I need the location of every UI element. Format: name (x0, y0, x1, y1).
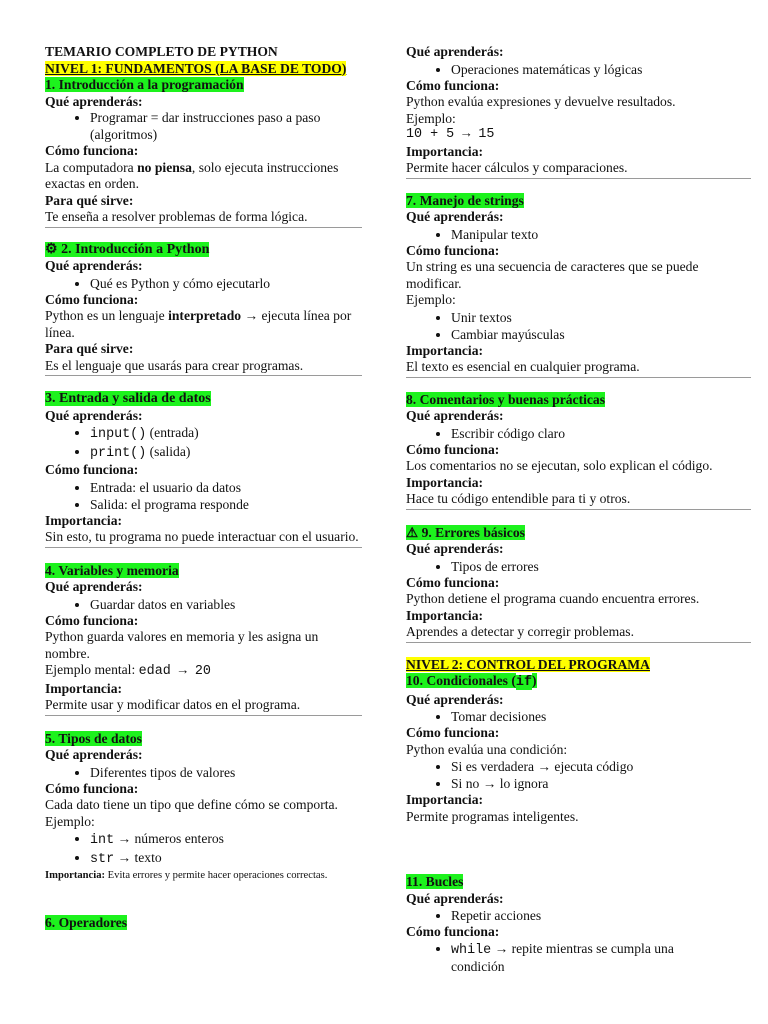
s1-learn-list (45, 110, 362, 143)
list-item: • input() (entrada) (90, 424, 362, 443)
s2-learn-list (45, 275, 362, 292)
s4-how-text: Python guarda valores en memoria y les asigna un nombre. (45, 629, 319, 661)
s3-imp-text: Sin esto, tu programa no puede interactuar con el usuario. (45, 529, 362, 548)
s6-imp-label: Importancia: (406, 143, 484, 159)
s2-how-text: Python es un lenguaje interpretado → ejecuta línea por línea. (45, 308, 352, 340)
s10-learn-list (406, 708, 751, 725)
list-item: • Tipos de errores (451, 558, 751, 575)
nivel1-heading: NIVEL 1: FUNDAMENTOS (LA BASE DE TODO) (45, 60, 347, 76)
section-4-title: 4. Variables y memoria (45, 562, 179, 578)
s9-imp-text: Aprendes a detectar y corregir problemas. (406, 624, 751, 643)
list-item: • Entrada: el usuario da datos (90, 479, 362, 496)
right-column (406, 44, 751, 976)
s11-how-label: Cómo funciona: (406, 924, 500, 939)
s11-how-list (406, 941, 751, 976)
section-2-title: ⚙ 2. Introducción a Python (45, 241, 210, 257)
s4-imp-text: Permite usar y modificar datos en el programa. (45, 697, 362, 716)
s9-imp-label: Importancia: (406, 607, 484, 623)
s6-example-code: 10 + 5 → 15 (406, 127, 495, 142)
section-9-title: ⚠ 9. Errores básicos (406, 524, 525, 540)
list-item: • Si es verdadera → ejecuta código (451, 758, 751, 775)
s2-learn-label: Qué aprenderás: (45, 258, 143, 273)
left-column (45, 44, 362, 932)
section-7-title: 7. Manejo de strings (406, 192, 524, 208)
list-item: • Unir textos (451, 309, 751, 326)
s7-how-text: Un string es una secuencia de caracteres que se puede modificar. (406, 259, 699, 291)
list-item: • Programar = dar instrucciones paso a paso (algoritmos) (90, 110, 362, 143)
s1-use-label: Para qué sirve: (45, 192, 134, 208)
s7-imp-text: El texto es esencial en cualquier programa. (406, 359, 751, 378)
s5-learn-label: Qué aprenderás: (45, 747, 143, 762)
s5-importance: Importancia: Evita errores y permite hacer operaciones correctas. (45, 870, 328, 881)
list-item: • Operaciones matemáticas y lógicas (451, 61, 751, 78)
s7-how-label: Cómo funciona: (406, 242, 500, 258)
s4-example: Ejemplo mental: edad → 20 (45, 662, 211, 679)
s8-imp-text: Hace tu código entendible para ti y otros. (406, 491, 751, 510)
list-item: • Qué es Python y cómo ejecutarlo (90, 275, 362, 292)
s5-example-list (45, 830, 362, 868)
s3-learn-label: Qué aprenderás: (45, 407, 143, 423)
gear-icon: ⚙ (45, 241, 58, 257)
section-3-title: 3. Entrada y salida de datos (45, 391, 211, 406)
s11-learn-label: Qué aprenderás: (406, 890, 504, 906)
s7-learn-label: Qué aprenderás: (406, 209, 504, 224)
s8-how-label: Cómo funciona: (406, 441, 500, 457)
list-item: • while → repite mientras se cumpla una condición (451, 941, 751, 976)
list-item: • Tomar decisiones (451, 708, 751, 725)
s6-learn-label: Qué aprenderás: (406, 44, 504, 59)
s4-how-label: Cómo funciona: (45, 612, 139, 628)
list-item: • str → texto (90, 849, 362, 868)
s10-how-text: Python evalúa una condición: (406, 741, 568, 757)
s6-imp-text: Permite hacer cálculos y comparaciones. (406, 160, 751, 179)
list-item: • Manipular texto (451, 226, 751, 243)
s7-learn-list (406, 226, 751, 243)
list-item: • Cambiar mayúsculas (451, 326, 751, 343)
s10-how-label: Cómo funciona: (406, 725, 500, 740)
list-item: • Si no → lo ignora (451, 775, 751, 792)
list-item: • print() (salida) (90, 443, 362, 462)
section-1-title: 1. Introducción a la programación (45, 77, 244, 92)
s7-example-label: Ejemplo: (406, 292, 456, 307)
s6-example-label: Ejemplo: (406, 110, 456, 126)
s5-example-label: Ejemplo: (45, 813, 95, 829)
doc-title: TEMARIO COMPLETO DE PYTHON (45, 44, 278, 59)
section-8-title: 8. Comentarios y buenas prácticas (406, 391, 605, 407)
s3-how-label: Cómo funciona: (45, 462, 139, 477)
s5-learn-list (45, 764, 362, 781)
s10-how-list (406, 758, 751, 792)
section-6-title: 6. Operadores (45, 915, 128, 930)
s5-how-text: Cada dato tiene un tipo que define cómo se comporta. (45, 797, 338, 812)
warning-icon: ⚠ (406, 524, 419, 540)
s8-learn-list (406, 425, 751, 442)
s6-learn-list (406, 61, 751, 78)
s1-use-text: Te enseña a resolver problemas de forma lógica. (45, 209, 362, 228)
list-item: • Repetir acciones (451, 907, 751, 924)
s10-imp-label: Importancia: (406, 792, 484, 807)
s1-how-text: La computadora no piensa, solo ejecuta instrucciones exactas en orden. (45, 159, 339, 191)
list-item: • int → números enteros (90, 830, 362, 849)
s2-use-text: Es el lenguaje que usarás para crear programas. (45, 358, 362, 377)
s3-imp-label: Importancia: (45, 512, 123, 528)
section-10-title: 10. Condicionales (if) (406, 673, 537, 690)
s7-example-list (406, 309, 751, 343)
s10-imp-text: Permite programas inteligentes. (406, 808, 579, 824)
s9-how-label: Cómo funciona: (406, 574, 500, 590)
s5-how-label: Cómo funciona: (45, 780, 139, 796)
list-item: • Diferentes tipos de valores (90, 764, 362, 781)
s2-how-label: Cómo funciona: (45, 291, 139, 307)
s6-how-text: Python evalúa expresiones y devuelve resultados. (406, 94, 676, 109)
list-item: • Guardar datos en variables (90, 596, 362, 613)
s11-learn-list (406, 907, 751, 924)
s2-use-label: Para qué sirve: (45, 341, 134, 356)
s4-imp-label: Importancia: (45, 680, 123, 696)
s4-learn-list (45, 596, 362, 613)
s6-how-label: Cómo funciona: (406, 77, 500, 93)
s8-learn-label: Qué aprenderás: (406, 408, 504, 423)
s8-imp-label: Importancia: (406, 474, 484, 490)
s1-learn-label: Qué aprenderás: (45, 93, 143, 109)
s7-imp-label: Importancia: (406, 342, 484, 358)
s8-how-text: Los comentarios no se ejecutan, solo explican el código. (406, 458, 713, 473)
s3-how-list (45, 479, 362, 513)
s9-learn-list (406, 558, 751, 575)
section-5-title: 5. Tipos de datos (45, 730, 142, 746)
nivel2-heading: NIVEL 2: CONTROL DEL PROGRAMA (406, 656, 650, 672)
list-item: • Escribir código claro (451, 425, 751, 442)
section-11-title: 11. Bucles (406, 874, 464, 889)
s4-learn-label: Qué aprenderás: (45, 579, 143, 594)
s9-learn-label: Qué aprenderás: (406, 541, 504, 556)
s9-how-text: Python detiene el programa cuando encuentra errores. (406, 591, 700, 606)
list-item: • Salida: el programa responde (90, 496, 362, 513)
s1-how-label: Cómo funciona: (45, 143, 139, 158)
s10-learn-label: Qué aprenderás: (406, 691, 504, 707)
s3-learn-list (45, 424, 362, 462)
